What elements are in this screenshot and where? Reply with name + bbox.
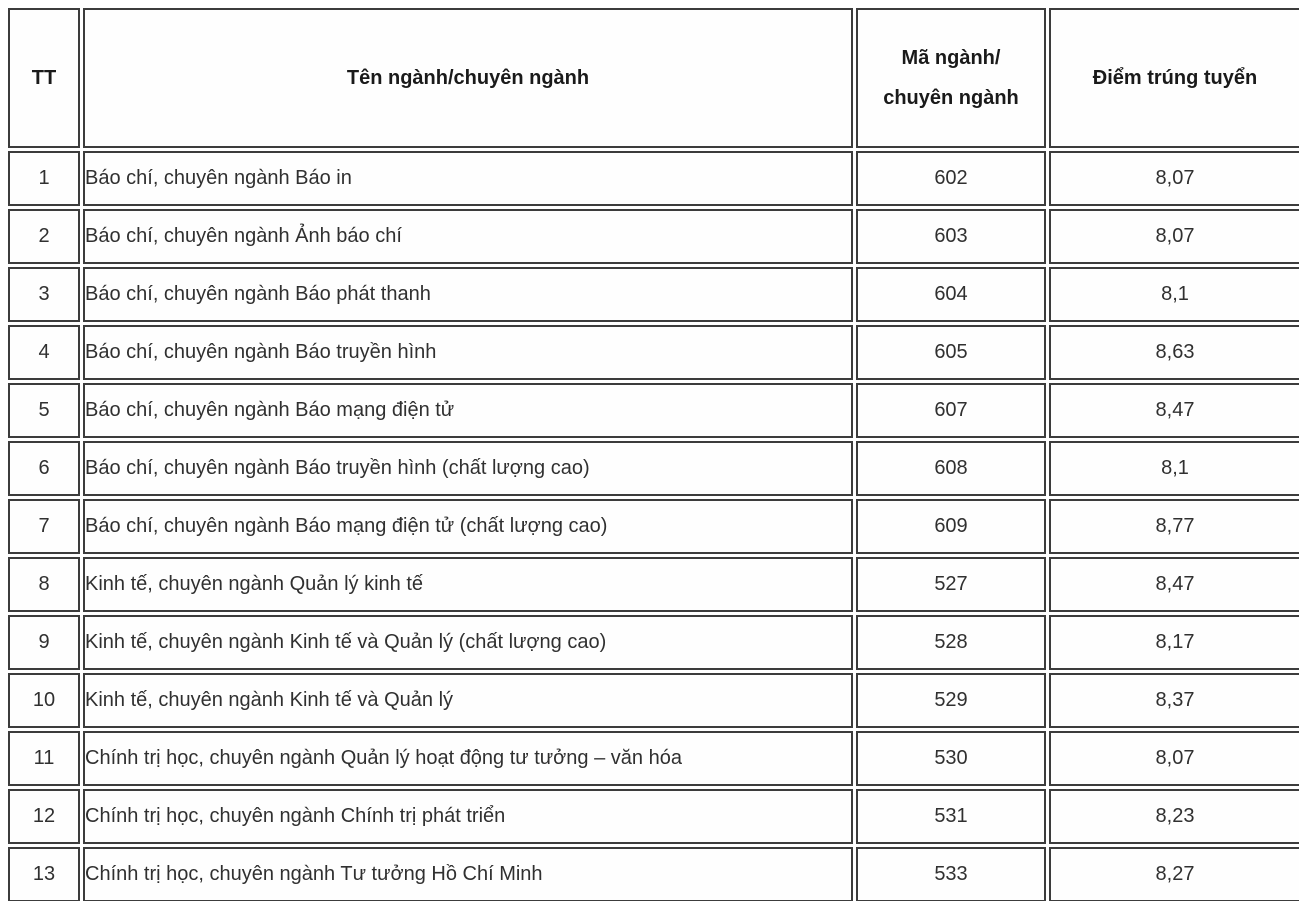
major-name-cell: Báo chí, chuyên ngành Ảnh báo chí bbox=[83, 209, 853, 264]
header-cell-score: Điểm trúng tuyển bbox=[1049, 8, 1299, 148]
score-cell: 8,27 bbox=[1049, 847, 1299, 901]
row-index-cell: 2 bbox=[8, 209, 80, 264]
row-index-cell: 12 bbox=[8, 789, 80, 844]
table-row bbox=[8, 847, 1299, 901]
major-name-cell: Báo chí, chuyên ngành Báo mạng điện tử bbox=[83, 383, 853, 438]
major-name-cell: Kinh tế, chuyên ngành Quản lý kinh tế bbox=[83, 557, 853, 612]
major-name-cell: Chính trị học, chuyên ngành Quản lý hoạt động tư tưởng – văn hóa bbox=[83, 731, 853, 786]
score-cell: 8,23 bbox=[1049, 789, 1299, 844]
row-index-cell: 13 bbox=[8, 847, 80, 901]
row-index-cell: 11 bbox=[8, 731, 80, 786]
header-row bbox=[8, 8, 1299, 148]
major-name-cell: Báo chí, chuyên ngành Báo phát thanh bbox=[83, 267, 853, 322]
row-index-cell: 3 bbox=[8, 267, 80, 322]
score-cell: 8,47 bbox=[1049, 557, 1299, 612]
major-name-cell: Báo chí, chuyên ngành Báo truyền hình (chất lượng cao) bbox=[83, 441, 853, 496]
table-row bbox=[8, 325, 1299, 380]
table-row bbox=[8, 673, 1299, 728]
major-code-cell: 528 bbox=[856, 615, 1046, 670]
header-cell-major-name: Tên ngành/chuyên ngành bbox=[83, 8, 853, 148]
admission-scores-table bbox=[5, 5, 1299, 901]
table-row bbox=[8, 499, 1299, 554]
score-cell: 8,07 bbox=[1049, 151, 1299, 206]
header-cell-major-code bbox=[856, 8, 1046, 148]
score-cell: 8,1 bbox=[1049, 441, 1299, 496]
table-row bbox=[8, 383, 1299, 438]
table-row bbox=[8, 731, 1299, 786]
table-row bbox=[8, 615, 1299, 670]
major-code-cell: 531 bbox=[856, 789, 1046, 844]
table-body bbox=[8, 151, 1299, 901]
major-code-cell: 527 bbox=[856, 557, 1046, 612]
row-index-cell: 9 bbox=[8, 615, 80, 670]
row-index-cell: 4 bbox=[8, 325, 80, 380]
row-index-cell: 7 bbox=[8, 499, 80, 554]
header-cell-tt: TT bbox=[8, 8, 80, 148]
major-code-cell: 604 bbox=[856, 267, 1046, 322]
major-name-cell: Chính trị học, chuyên ngành Tư tưởng Hồ Chí Minh bbox=[83, 847, 853, 901]
major-name-cell: Báo chí, chuyên ngành Báo truyền hình bbox=[83, 325, 853, 380]
major-code-cell: 607 bbox=[856, 383, 1046, 438]
major-code-cell: 608 bbox=[856, 441, 1046, 496]
row-index-cell: 1 bbox=[8, 151, 80, 206]
score-cell: 8,63 bbox=[1049, 325, 1299, 380]
major-code-cell: 605 bbox=[856, 325, 1046, 380]
major-name-cell: Kinh tế, chuyên ngành Kinh tế và Quản lý (chất lượng cao) bbox=[83, 615, 853, 670]
score-cell: 8,1 bbox=[1049, 267, 1299, 322]
major-code-cell: 530 bbox=[856, 731, 1046, 786]
row-index-cell: 10 bbox=[8, 673, 80, 728]
row-index-cell: 6 bbox=[8, 441, 80, 496]
score-cell: 8,37 bbox=[1049, 673, 1299, 728]
major-name-cell: Báo chí, chuyên ngành Báo mạng điện tử (chất lượng cao) bbox=[83, 499, 853, 554]
major-code-cell: 529 bbox=[856, 673, 1046, 728]
header-major-code-line2: chuyên ngành bbox=[883, 87, 1019, 109]
major-name-cell: Báo chí, chuyên ngành Báo in bbox=[83, 151, 853, 206]
score-cell: 8,07 bbox=[1049, 209, 1299, 264]
score-cell: 8,17 bbox=[1049, 615, 1299, 670]
table-row bbox=[8, 441, 1299, 496]
row-index-cell: 5 bbox=[8, 383, 80, 438]
major-name-cell: Kinh tế, chuyên ngành Kinh tế và Quản lý bbox=[83, 673, 853, 728]
major-code-cell: 533 bbox=[856, 847, 1046, 901]
row-index-cell: 8 bbox=[8, 557, 80, 612]
score-cell: 8,47 bbox=[1049, 383, 1299, 438]
table-row bbox=[8, 151, 1299, 206]
table-row bbox=[8, 267, 1299, 322]
major-name-cell: Chính trị học, chuyên ngành Chính trị phát triển bbox=[83, 789, 853, 844]
major-code-cell: 603 bbox=[856, 209, 1046, 264]
table-row bbox=[8, 789, 1299, 844]
header-major-code-line1: Mã ngành/ bbox=[901, 47, 1001, 69]
major-code-cell: 609 bbox=[856, 499, 1046, 554]
table-row bbox=[8, 557, 1299, 612]
table-row bbox=[8, 209, 1299, 264]
score-cell: 8,77 bbox=[1049, 499, 1299, 554]
major-code-cell: 602 bbox=[856, 151, 1046, 206]
score-cell: 8,07 bbox=[1049, 731, 1299, 786]
